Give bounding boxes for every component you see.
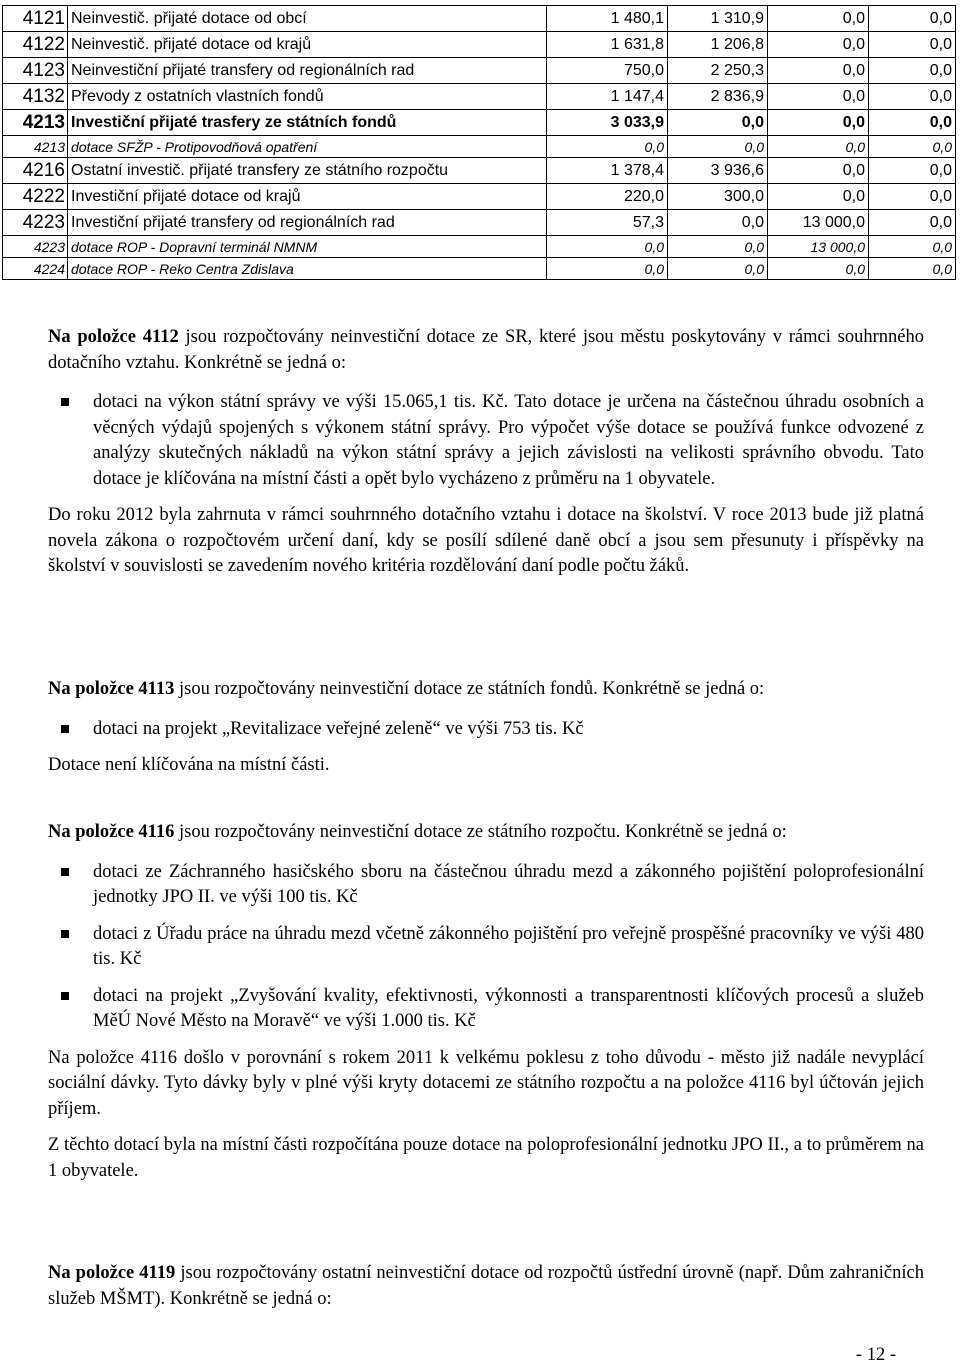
table-row: [3, 184, 956, 210]
item-code-cell: 4213: [3, 136, 68, 158]
value-cell-1: 3 033,9: [547, 110, 668, 136]
section-4116-intro: [48, 820, 924, 846]
table-row: [3, 84, 956, 110]
item-code-cell: 4122: [3, 32, 68, 58]
section-4119-heading: Na položce 4119: [48, 1263, 176, 1283]
value-cell-2: 0,0: [668, 136, 768, 158]
section-4112-bullet-1-text: dotaci na výkon státní správy ve výši 15.065,1 tis. Kč. Tato dotace je určena na částečnou úhradu osobních a věcných výdajů spojených s výkonem státní správy. Pro výpočet výše dotace se používá funkce odvozené z analýzy skutečných nákladů na výkon státní správy a jejich závislosti na velikosti správního obvodu. Tato dotace je klíčována na místní části a opět bylo vycházeno z průměru na 1 obyvatele.: [93, 392, 924, 489]
section-4113: [48, 677, 924, 779]
value-cell-3: 13 000,0: [768, 236, 869, 258]
bullet-square-icon: [61, 725, 69, 733]
value-cell-3: 0,0: [768, 58, 869, 84]
bullet-square-icon: [61, 868, 69, 876]
item-label-cell: Ostatní investič. přijaté transfery ze státního rozpočtu: [68, 158, 547, 184]
item-code-cell: 4213: [3, 110, 68, 136]
section-4116-paragraph-1: Na položce 4116 došlo v porovnání s rokem 2011 k velkému poklesu z toho důvodu - město již nadále nevyplácí sociální dávky. Tyto dávky byly v plné výši kryty dotacemi ze státního rozpočtu a na položce 4116 byl účtován jejich příjem.: [48, 1047, 924, 1119]
item-code-cell: 4216: [3, 158, 68, 184]
item-label-cell: Investiční přijaté trasfery ze státních fondů: [68, 110, 547, 136]
item-label-cell: Neinvestiční přijaté transfery od regionálních rad: [68, 58, 547, 84]
value-cell-1: 57,3: [547, 210, 668, 236]
value-cell-1: 0,0: [547, 136, 668, 158]
value-cell-2: 300,0: [668, 184, 768, 210]
item-label-cell: Neinvestič. přijaté dotace od krajů: [68, 32, 547, 58]
value-cell-1: 750,0: [547, 58, 668, 84]
table-row: [3, 210, 956, 236]
item-code-cell: 4223: [3, 236, 68, 258]
item-label-cell: dotace ROP - Dopravní terminál NMNM: [68, 236, 547, 258]
value-cell-1: 0,0: [547, 236, 668, 258]
page-number: - 12 -: [855, 1345, 896, 1365]
value-cell-2: 0,0: [668, 110, 768, 136]
section-4116-bullet-3: [48, 984, 924, 1035]
value-cell-4: 0,0: [869, 158, 956, 184]
section-4116-bullet-3-text: dotaci na projekt „Zvyšování kvality, efektivnosti, výkonnosti a transparentnosti klíčových procesů a služeb MěÚ Nové Město na Moravě“ ve výši 1.000 tis. Kč: [93, 985, 924, 1031]
value-cell-2: 3 936,6: [668, 158, 768, 184]
section-4112-bullet-1: [48, 390, 924, 492]
value-cell-3: 0,0: [768, 184, 869, 210]
item-code-cell: 4123: [3, 58, 68, 84]
budget-table: [2, 5, 956, 280]
section-4116-bullet-2-text: dotaci z Úřadu práce na úhradu mezd včetně zákonného pojištění pro veřejně prospěšné pracovníky ve výši 480 tis. Kč: [93, 923, 924, 969]
item-code-cell: 4132: [3, 84, 68, 110]
value-cell-2: 1 310,9: [668, 6, 768, 32]
value-cell-4: 0,0: [869, 110, 956, 136]
table-row: [3, 258, 956, 280]
table-row: [3, 158, 956, 184]
section-4113-bullet-1: [48, 717, 924, 743]
table-row: [3, 110, 956, 136]
value-cell-1: 1 147,4: [547, 84, 668, 110]
value-cell-4: 0,0: [869, 32, 956, 58]
item-code-cell: 4222: [3, 184, 68, 210]
value-cell-2: 1 206,8: [668, 32, 768, 58]
value-cell-1: 1 480,1: [547, 6, 668, 32]
value-cell-2: 2 250,3: [668, 58, 768, 84]
section-4112-paragraph: Do roku 2012 byla zahrnuta v rámci souhrnného dotačního vztahu i dotace na školství. V roce 2013 bude již platná novela zákona o rozpočtovém určení daní, kdy se posílí sdílené daně obcí a jsou sem přesunuty i příspěvky na školství v souvislosti se zavedením nového kritéria rozdělování daní podle počtu žáků.: [48, 505, 924, 576]
section-4113-heading: Na položce 4113: [48, 679, 175, 699]
value-cell-3: 0,0: [768, 6, 869, 32]
value-cell-3: 0,0: [768, 84, 869, 110]
value-cell-3: 0,0: [768, 32, 869, 58]
value-cell-1: 0,0: [547, 258, 668, 280]
value-cell-1: 1 631,8: [547, 32, 668, 58]
bullet-square-icon: [61, 992, 69, 1000]
value-cell-1: 1 378,4: [547, 158, 668, 184]
item-label-cell: Neinvestič. přijaté dotace od obcí: [68, 6, 547, 32]
value-cell-3: 0,0: [768, 158, 869, 184]
section-4112-intro-text: jsou rozpočtovány neinvestiční dotace ze SR, které jsou městu poskytovány v rámci souhrnného dotačního vztahu. Konkrétně se jedná o:: [48, 327, 924, 373]
section-4116: [48, 820, 924, 1184]
item-label-cell: Převody z ostatních vlastních fondů: [68, 84, 547, 110]
item-code-cell: 4223: [3, 210, 68, 236]
table-row: [3, 6, 956, 32]
item-label-cell: dotace ROP - Reko Centra Zdislava: [68, 258, 547, 280]
table-row: [3, 58, 956, 84]
table-row: [3, 136, 956, 158]
value-cell-1: 220,0: [547, 184, 668, 210]
section-4113-bullet-1-text: dotaci na projekt „Revitalizace veřejné zeleně“ ve výši 753 tis. Kč: [93, 718, 584, 739]
item-code-cell: 4121: [3, 6, 68, 32]
budget-table-body: [3, 6, 956, 280]
section-4116-bullet-2: [48, 922, 924, 973]
section-4112-heading: Na položce 4112: [48, 327, 179, 347]
value-cell-4: 0,0: [869, 210, 956, 236]
value-cell-3: 0,0: [768, 258, 869, 280]
section-4112: [48, 325, 924, 580]
section-4116-bullet-1: [48, 860, 924, 911]
value-cell-4: 0,0: [869, 136, 956, 158]
value-cell-2: 0,0: [668, 258, 768, 280]
value-cell-4: 0,0: [869, 236, 956, 258]
value-cell-4: 0,0: [869, 184, 956, 210]
value-cell-4: 0,0: [869, 58, 956, 84]
value-cell-2: 2 836,9: [668, 84, 768, 110]
value-cell-3: 0,0: [768, 110, 869, 136]
section-4116-heading: Na položce 4116: [48, 822, 175, 842]
section-4119: [48, 1261, 924, 1312]
section-4119-intro: [48, 1261, 924, 1312]
item-label-cell: Investiční přijaté dotace od krajů: [68, 184, 547, 210]
value-cell-4: 0,0: [869, 6, 956, 32]
section-4116-bullet-1-text: dotaci ze Záchranného hasičského sboru na částečnou úhradu mezd a zákonného pojištění poloprofesionální jednotky JPO II. ve výši 100 tis. Kč: [93, 861, 924, 907]
value-cell-4: 0,0: [869, 84, 956, 110]
item-code-cell: 4224: [3, 258, 68, 280]
value-cell-3: 13 000,0: [768, 210, 869, 236]
item-label-cell: Investiční přijaté transfery od regionálních rad: [68, 210, 547, 236]
section-4113-intro: [48, 677, 924, 703]
section-4113-intro-text: jsou rozpočtovány neinvestiční dotace ze státních fondů. Konkrétně se jedná o:: [174, 679, 765, 699]
section-4116-paragraph-2: Z těchto dotací byla na místní části rozpočítána pouze dotace na poloprofesionální jednotku JPO II., a to průměrem na 1 obyvatele.: [48, 1135, 924, 1181]
value-cell-3: 0,0: [768, 136, 869, 158]
table-row: [3, 32, 956, 58]
value-cell-4: 0,0: [869, 258, 956, 280]
section-4116-intro-text: jsou rozpočtovány neinvestiční dotace ze státního rozpočtu. Konkrétně se jedná o:: [174, 822, 787, 842]
table-row: [3, 236, 956, 258]
value-cell-2: 0,0: [668, 236, 768, 258]
section-4113-paragraph: Dotace není klíčována na místní části.: [48, 755, 330, 775]
section-4112-intro: [48, 325, 924, 376]
bullet-square-icon: [61, 930, 69, 938]
value-cell-2: 0,0: [668, 210, 768, 236]
bullet-square-icon: [61, 398, 69, 406]
section-4119-intro-text: jsou rozpočtovány ostatní neinvestiční dotace od rozpočtů ústřední úrovně (např. Dům zahraničních služeb MŠMT). Konkrétně se jedná o:: [48, 1263, 924, 1309]
item-label-cell: dotace SFŽP - Protipovodňová opatření: [68, 136, 547, 158]
